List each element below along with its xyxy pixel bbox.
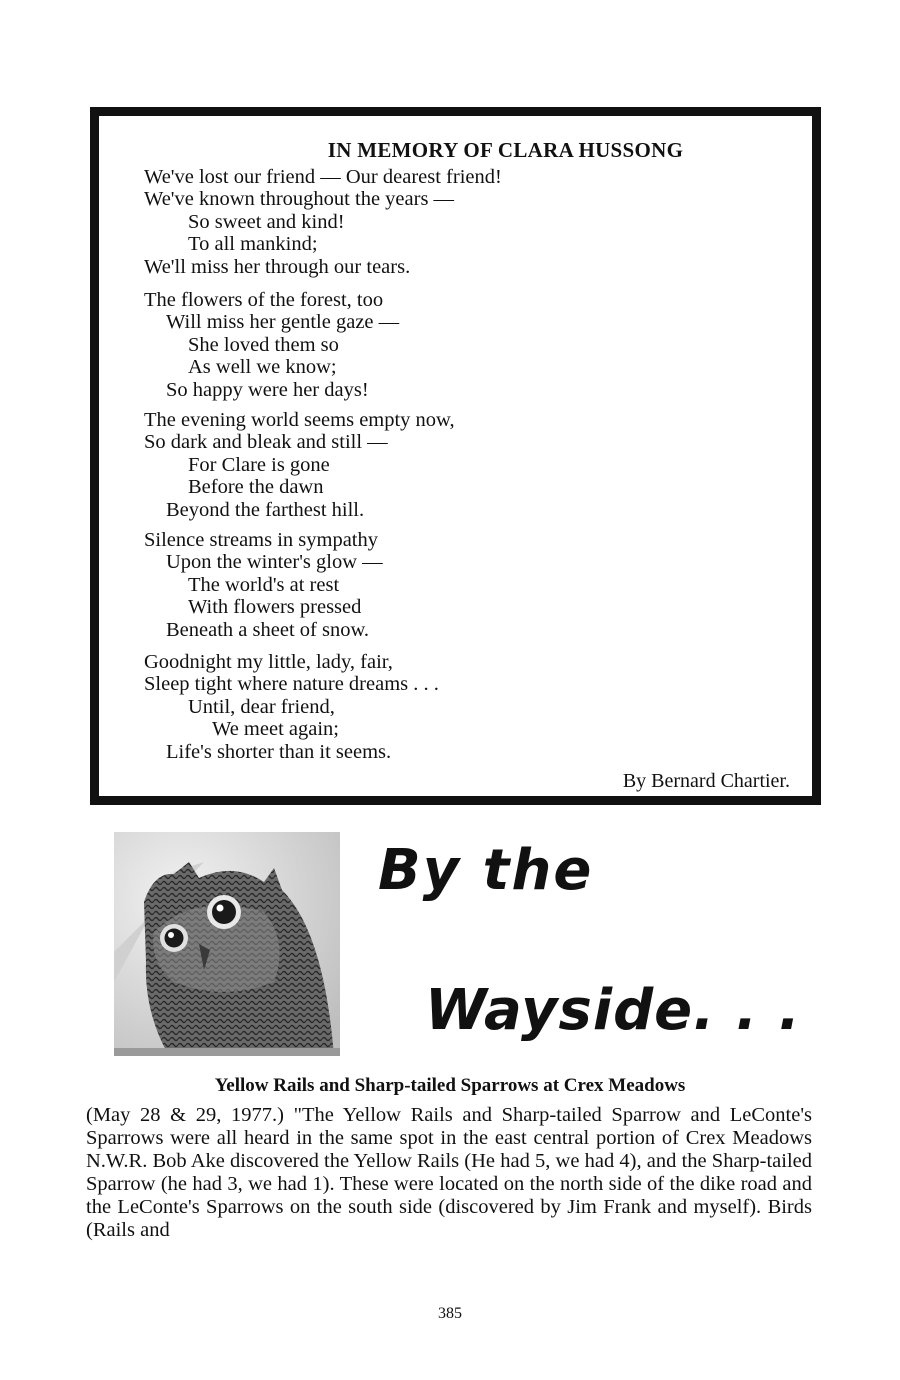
poem-author: By Bernard Chartier. [622, 770, 790, 792]
poem-line: We'll miss her through our tears. [144, 255, 411, 278]
poem-stanza-3 [144, 409, 455, 521]
poem-stanza-1 [144, 166, 502, 278]
section-heading-line2: Wayside. . . [425, 978, 801, 1043]
poem-stanza-5 [144, 651, 439, 763]
poem-title: IN MEMORY OF CLARA HUSSONG [327, 138, 684, 162]
poem-line: Upon the winter's glow — [166, 551, 383, 574]
poem-line: Life's shorter than it seems. [166, 740, 392, 763]
poem-line: As well we know; [188, 356, 337, 379]
poem-stanza-2 [144, 289, 399, 401]
article-title: Yellow Rails and Sharp-tailed Sparrows at Crex Meadows [214, 1075, 686, 1096]
poem-line: To all mankind; [188, 233, 318, 256]
poem-line: The world's at rest [188, 573, 340, 596]
poem-line: Silence streams in sympathy [144, 529, 378, 551]
poem-line: We've lost our friend — Our dearest friend! [144, 166, 502, 188]
poem-line: With flowers pressed [188, 596, 362, 619]
memorial-poem-box [90, 107, 821, 805]
article-body: (May 28 & 29, 1977.) "The Yellow Rails and Sharp-tailed Sparrow and LeConte's Sparrows were all heard in the same spot in the east central portion of Crex Meadows N.W.R. Bob Ake discovered the Yellow Rails (He had 5, we had 4), and the Sharp-tailed Sparrow (he had 3, we had 1). These were located on the north side of the dike road and the LeConte's Sparrows on the south side (discovered by Jim Frank and myself). Birds (Rails and [86, 1104, 812, 1241]
poem-line: Beneath a sheet of snow. [166, 618, 370, 641]
poem-line: For Clare is gone [188, 453, 330, 476]
poem-stanza-4 [144, 529, 383, 641]
poem-line: Goodnight my little, lady, fair, [144, 651, 393, 673]
poem-line: The evening world seems empty now, [144, 409, 455, 431]
poem-line: She loved them so [188, 333, 339, 356]
poem-line: Will miss her gentle gaze — [166, 311, 400, 334]
poem-line: Before the dawn [188, 476, 324, 499]
poem-line: So happy were her days! [166, 378, 369, 401]
owl-photo [114, 832, 340, 1056]
poem-line: So dark and bleak and still — [144, 431, 388, 454]
poem-line: Beyond the farthest hill. [166, 498, 365, 521]
poem-line: The flowers of the forest, too [144, 289, 384, 311]
poem-line: We meet again; [212, 718, 339, 741]
poem-line: Sleep tight where nature dreams . . . [144, 673, 439, 696]
page-number: 385 [438, 1305, 462, 1322]
poem-line: We've known throughout the years — [144, 188, 455, 211]
poem-line: So sweet and kind! [188, 210, 345, 233]
poem-line: Until, dear friend, [188, 695, 335, 718]
section-heading-line1: By the [378, 838, 594, 903]
